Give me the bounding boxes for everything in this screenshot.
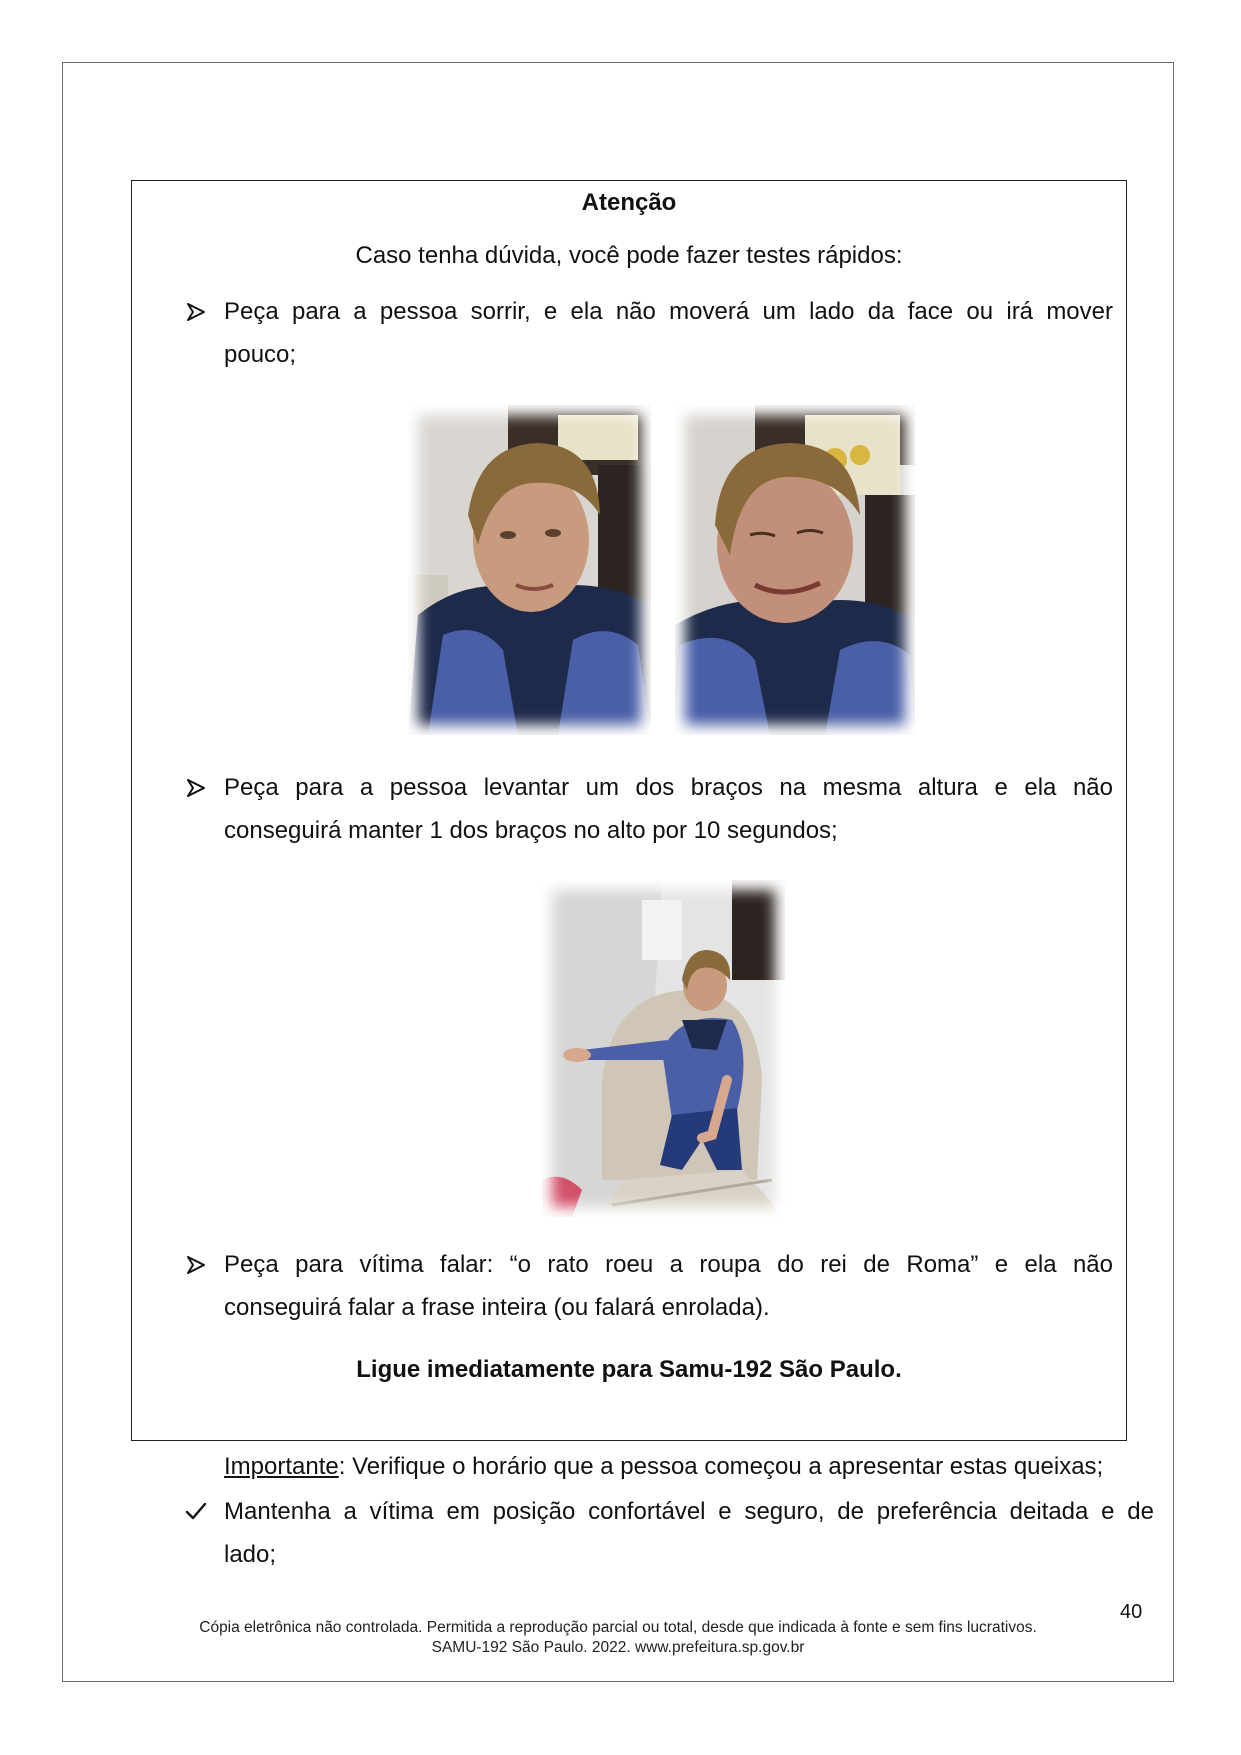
check-line: lado; xyxy=(224,1541,277,1568)
bullet-line: Peça para a pessoa levantar um dos braços na mesma altura e ela não xyxy=(224,774,1113,801)
check-mark-icon xyxy=(184,1499,208,1523)
page-number: 40 xyxy=(1120,1601,1143,1623)
important-label: Importante xyxy=(224,1453,339,1480)
footer-disclaimer: Cópia eletrônica não controlada. Permitida a reprodução parcial ou total, desde que indicada à fonte e sem fins lucrativos. xyxy=(199,1619,1037,1636)
bullet-line: conseguirá falar a frase inteira (ou falará enrolada). xyxy=(224,1294,770,1321)
arrow-bullet-icon xyxy=(184,1253,208,1277)
footer-source: SAMU-192 São Paulo. 2022. www.prefeitura.sp.gov.br xyxy=(431,1639,805,1656)
bullet-arm-test xyxy=(224,766,1113,852)
important-text: : Verifique o horário que a pessoa começou a apresentar estas queixas; xyxy=(338,1453,1104,1480)
bullet-line: Peça para vítima falar: “o rato roeu a roupa do rei de Roma” e ela não xyxy=(224,1251,1113,1278)
photo-face-neutral xyxy=(408,405,651,735)
bullet-line: Peça para a pessoa sorrir, e ela não moverá um lado da face ou irá mover xyxy=(224,298,1113,325)
arrow-bullet-icon xyxy=(184,776,208,800)
check-line: Mantenha a vítima em posição confortável e seguro, de preferência deitada e de xyxy=(224,1498,1154,1525)
bullet-speech-test xyxy=(224,1243,1113,1329)
attention-heading: Atenção xyxy=(581,189,677,216)
arrow-bullet-icon xyxy=(184,300,208,324)
bullet-smile-test xyxy=(224,290,1113,376)
check-item-position xyxy=(224,1490,1154,1576)
bullet-line: conseguirá manter 1 dos braços no alto por 10 segundos; xyxy=(224,817,838,844)
photo-arm-raise xyxy=(542,880,785,1217)
photo-face-smile-asymmetric xyxy=(675,405,915,735)
attention-intro: Caso tenha dúvida, você pode fazer testes rápidos: xyxy=(355,242,903,269)
important-note xyxy=(224,1452,1103,1482)
call-to-action: Ligue imediatamente para Samu-192 São Paulo. xyxy=(356,1356,902,1383)
bullet-line: pouco; xyxy=(224,341,297,368)
